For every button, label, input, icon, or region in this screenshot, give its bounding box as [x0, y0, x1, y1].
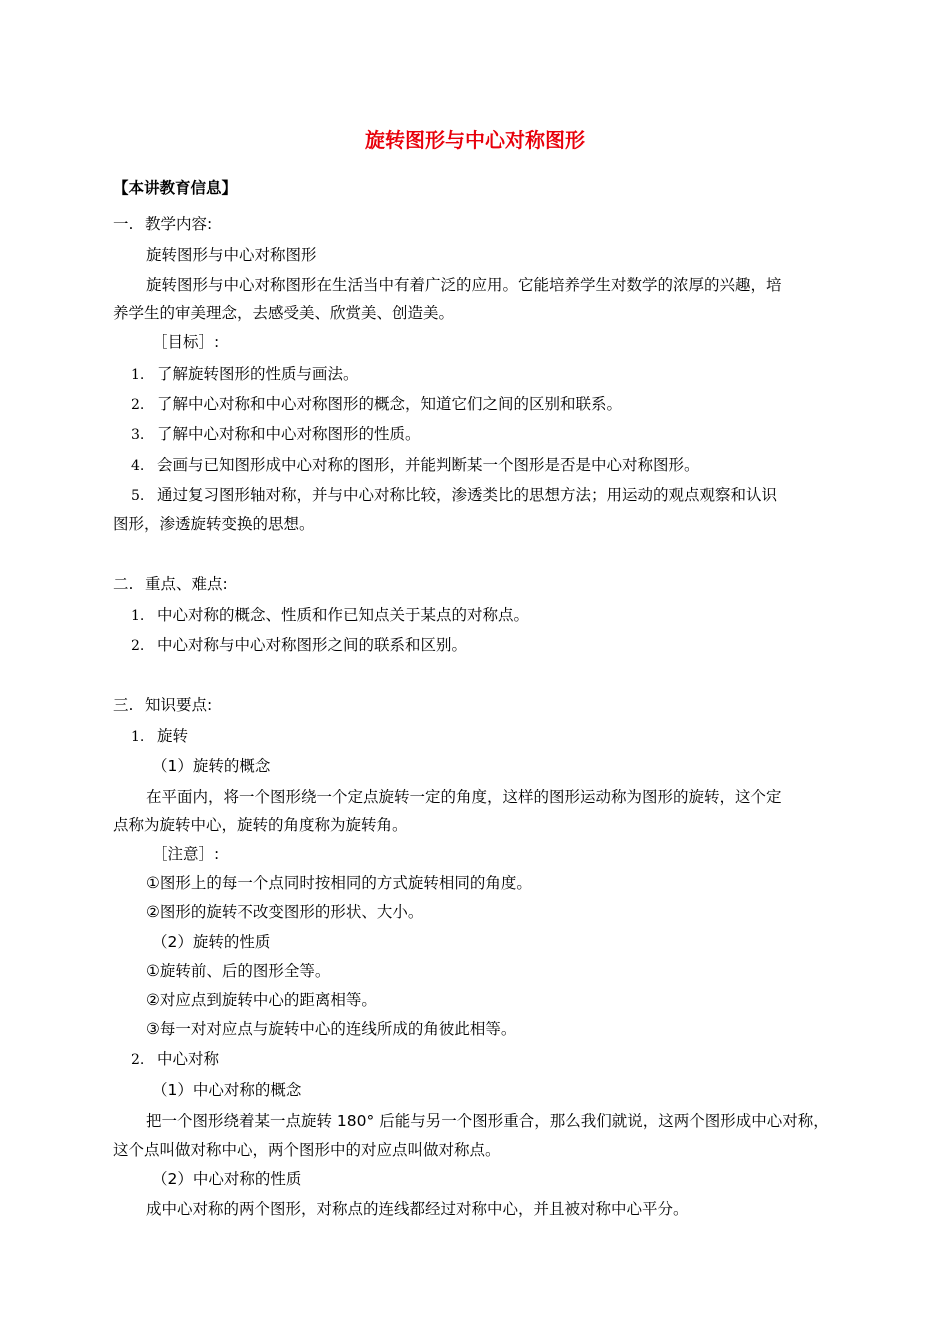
- section3-heading: [113, 695, 212, 715]
- goal-item: [131, 394, 622, 415]
- section1-title: 教学内容:: [145, 215, 213, 233]
- rotation-concept-line-2: 点称为旋转中心，旋转的角度称为旋转角。: [113, 816, 408, 834]
- section3-title: 知识要点:: [145, 696, 213, 714]
- central-concept-line-1: 把一个图形绕着某一点旋转 180° 后能与另一个图形重合，那么我们就说，这两个图形成中心对称，: [146, 1112, 829, 1130]
- rotation-label: 旋转: [157, 727, 189, 745]
- rotation-concept-label: （1）旋转的概念: [152, 757, 271, 775]
- keypoint-item: [131, 605, 529, 626]
- goal5-continuation: 图形，渗透旋转变换的思想。: [113, 515, 315, 533]
- goal-item: [131, 485, 777, 506]
- central-number: 2.: [131, 1052, 145, 1068]
- goals-label: ［目标］:: [152, 333, 220, 351]
- section1-topic: 旋转图形与中心对称图形: [146, 246, 317, 264]
- keypoint-number: 2.: [131, 638, 145, 654]
- rotation-note: ②图形的旋转不改变图形的形状、大小。: [146, 903, 424, 921]
- info-header: 【本讲教育信息】: [113, 179, 238, 197]
- rotation-concept-line-1: 在平面内，将一个图形绕一个定点旋转一定的角度，这样的图形运动称为图形的旋转，这个定: [146, 788, 782, 806]
- section2-heading: [113, 574, 228, 594]
- rotation-note: ①图形上的每一个点同时按相同的方式旋转相同的角度。: [146, 874, 532, 892]
- goal-number: 4.: [131, 458, 145, 474]
- central-label: 中心对称: [157, 1050, 220, 1068]
- keypoint-item: [131, 635, 467, 656]
- goal-text: 了解中心对称和中心对称图形的概念，知道它们之间的区别和联系。: [157, 395, 623, 413]
- section1-heading: [113, 214, 212, 234]
- goal-text: 了解旋转图形的性质与画法。: [157, 365, 359, 383]
- central-props-label: （2）中心对称的性质: [152, 1170, 302, 1188]
- document-title: 旋转图形与中心对称图形: [365, 128, 585, 152]
- goal-number: 5.: [131, 488, 145, 504]
- central-props-text: 成中心对称的两个图形，对称点的连线都经过对称中心，并且被对称中心平分。: [146, 1200, 689, 1218]
- goal-item: [131, 364, 359, 385]
- section2-title: 重点、难点:: [145, 575, 228, 593]
- section2-number: 二.: [113, 575, 134, 593]
- goal-text: 会画与已知图形成中心对称的图形，并能判断某一个图形是否是中心对称图形。: [157, 456, 700, 474]
- central-concept-label: （1）中心对称的概念: [152, 1081, 302, 1099]
- keypoint-number: 1.: [131, 608, 145, 624]
- central-concept-line-2: 这个点叫做对称中心，两个图形中的对应点叫做对称点。: [113, 1141, 501, 1159]
- rotation-heading: [131, 726, 188, 747]
- rotation-props-label: （2）旋转的性质: [152, 933, 271, 951]
- section1-number: 一.: [113, 215, 134, 233]
- goal-item: [131, 455, 700, 476]
- goal-number: 2.: [131, 397, 145, 413]
- intro-line-1: 旋转图形与中心对称图形在生活当中有着广泛的应用。它能培养学生对数学的浓厚的兴趣，培: [146, 276, 782, 294]
- keypoint-text: 中心对称的概念、性质和作已知点关于某点的对称点。: [157, 606, 530, 624]
- goal-text: 通过复习图形轴对称，并与中心对称比较，渗透类比的思想方法；用运动的观点观察和认识: [157, 486, 778, 504]
- rotation-note-label: ［注意］:: [152, 845, 220, 863]
- goal-number: 1.: [131, 367, 145, 383]
- central-symmetry-heading: [131, 1049, 219, 1070]
- goal-item: [131, 424, 421, 445]
- goal-text: 了解中心对称和中心对称图形的性质。: [157, 425, 421, 443]
- keypoint-text: 中心对称与中心对称图形之间的联系和区别。: [157, 636, 468, 654]
- rotation-property: ②对应点到旋转中心的距离相等。: [146, 991, 377, 1009]
- rotation-number: 1.: [131, 729, 145, 745]
- rotation-property: ①旋转前、后的图形全等。: [146, 962, 331, 980]
- section3-number: 三.: [113, 696, 134, 714]
- rotation-property: ③每一对对应点与旋转中心的连线所成的角彼此相等。: [146, 1020, 517, 1038]
- intro-line-2: 养学生的审美理念，去感受美、欣赏美、创造美。: [113, 304, 455, 322]
- goal-number: 3.: [131, 427, 145, 443]
